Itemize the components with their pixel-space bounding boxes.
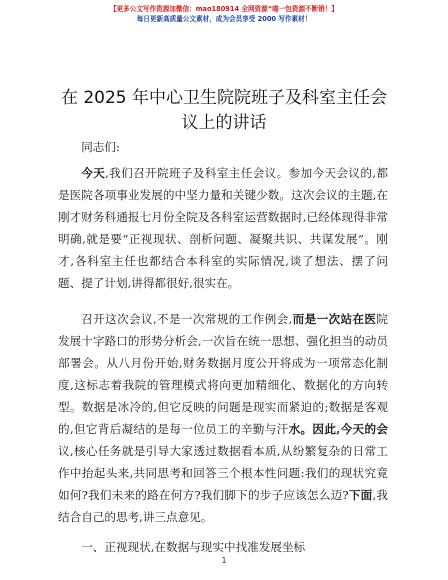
para2-bold-1: 而是一次站在医	[292, 312, 377, 326]
para2-bold-2: 水。因此,今天的会	[288, 422, 389, 436]
promo-line-1: 【更多公文写作资源加微信：mao180914 全网资源“喵一包资源不断销！】	[109, 5, 339, 13]
para2-bold-3: 下面	[348, 488, 373, 502]
para2-text-1: 召开这次会议,不是一次常规的工作例会,	[81, 312, 293, 326]
greeting: 同志们:	[81, 140, 120, 154]
para2-text-2: 院发展十字路口的形势分析会,一次旨在统一思想、强化担当的动员部署会。从八月份开始,财务数据月度公开将成为一项常态化制度,这标志着我院的管理模式将向更加精细化、数据化的方向转型。数据是冰冷的,但它反映的问题是现实而紧迫的;数据是客观的,但它背后凝结的是每一位员工的辛勤与汗	[58, 312, 388, 436]
page-number: 1	[221, 556, 227, 565]
para1-text: ,我们召开院班子及科室主任会议。参加今天会议的,都是医院各项事业发展的中坚力量和关键少数。这次会议的主题,在刚才财务科通报七月份全院及各科室运营数据时,已经体现得非常明确,就是要“正视现状、剖析问题、凝聚共识、共谋发展”。刚才,各科室主任也都结合本科室的实际情况,谈了想法、摆了问题、提了计划,讲得都很好,很实在。	[58, 166, 388, 290]
paragraph-1	[58, 162, 388, 294]
promo-banner	[0, 4, 448, 24]
para2-text-3: 议,核心任务就是引导大家透过数据看本质,从纷繁复杂的日常工作中抬起头来,共同思考和回答三个根本性问题:我们的现状究竟如何?我们未来的路在何方?我们脚下的步子应该怎么迈?	[58, 444, 388, 502]
document-title: 在 2025 年中心卫生院院班子及科室主任会议上的讲话	[60, 88, 388, 133]
document-body	[58, 136, 388, 558]
para2-text-4: ,我结合自己的思考,讲三点意见。	[58, 488, 388, 524]
section-heading-1: 一、正视现状,在数据与现实中找准发展坐标	[81, 540, 306, 554]
promo-line-2: 每日更新高质量公文素材，成为会员享受 2000 写作素材！	[136, 15, 312, 23]
para1-lead: 今天	[81, 166, 106, 180]
paragraph-2	[58, 308, 388, 528]
